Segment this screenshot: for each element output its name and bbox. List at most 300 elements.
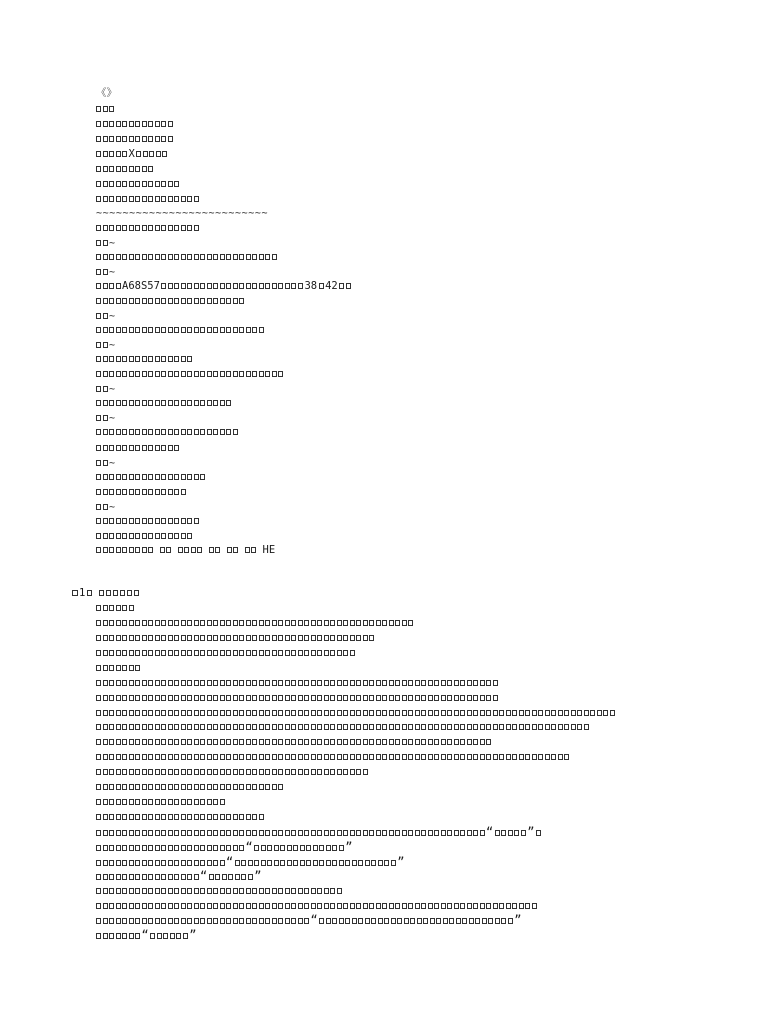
missing-glyph-box bbox=[519, 724, 524, 730]
missing-glyph-box bbox=[300, 845, 305, 851]
text-line bbox=[96, 631, 376, 645]
missing-glyph-box bbox=[506, 710, 511, 716]
missing-glyph-box bbox=[280, 845, 285, 851]
missing-glyph-box bbox=[298, 724, 303, 730]
missing-glyph-box bbox=[155, 903, 160, 909]
missing-glyph-box bbox=[382, 680, 387, 686]
missing-glyph-box bbox=[239, 814, 244, 820]
inline-text: “ bbox=[245, 840, 253, 854]
missing-glyph-box bbox=[181, 474, 186, 480]
missing-glyph-box bbox=[200, 680, 205, 686]
missing-glyph-box bbox=[499, 754, 504, 760]
missing-glyph-box bbox=[187, 754, 192, 760]
missing-glyph-box bbox=[246, 739, 251, 745]
missing-glyph-box bbox=[454, 739, 459, 745]
missing-glyph-box bbox=[129, 547, 134, 553]
missing-glyph-box bbox=[148, 724, 153, 730]
missing-glyph-box bbox=[187, 739, 192, 745]
missing-glyph-box bbox=[311, 830, 316, 836]
missing-glyph-box bbox=[337, 695, 342, 701]
missing-glyph-box bbox=[473, 724, 478, 730]
missing-glyph-box bbox=[356, 754, 361, 760]
missing-glyph-box bbox=[200, 845, 205, 851]
missing-glyph-box bbox=[233, 754, 238, 760]
missing-glyph-box bbox=[272, 650, 277, 656]
missing-glyph-box bbox=[395, 739, 400, 745]
missing-glyph-box bbox=[135, 327, 140, 333]
missing-glyph-box bbox=[142, 533, 147, 539]
missing-glyph-box bbox=[109, 225, 114, 231]
missing-glyph-box bbox=[142, 518, 147, 524]
missing-glyph-box bbox=[324, 830, 329, 836]
missing-glyph-box bbox=[220, 739, 225, 745]
missing-glyph-box bbox=[447, 695, 452, 701]
text-line bbox=[96, 825, 542, 839]
missing-glyph-box bbox=[168, 445, 173, 451]
missing-glyph-box bbox=[194, 400, 199, 406]
text-line bbox=[96, 294, 246, 308]
missing-glyph-box bbox=[324, 724, 329, 730]
missing-glyph-box bbox=[174, 327, 179, 333]
missing-glyph-box bbox=[135, 933, 140, 939]
missing-glyph-box bbox=[551, 724, 556, 730]
missing-glyph-box bbox=[103, 620, 108, 626]
missing-glyph-box bbox=[226, 620, 231, 626]
missing-glyph-box bbox=[252, 327, 257, 333]
missing-glyph-box bbox=[194, 769, 199, 775]
missing-glyph-box bbox=[200, 769, 205, 775]
missing-glyph-box bbox=[129, 860, 134, 866]
missing-glyph-box bbox=[389, 695, 394, 701]
missing-glyph-box bbox=[96, 650, 101, 656]
missing-glyph-box bbox=[168, 429, 173, 435]
missing-glyph-box bbox=[116, 860, 121, 866]
missing-glyph-box bbox=[220, 283, 225, 289]
missing-glyph-box bbox=[96, 724, 101, 730]
missing-glyph-box bbox=[142, 196, 147, 202]
missing-glyph-box bbox=[129, 605, 134, 611]
missing-glyph-box bbox=[194, 739, 199, 745]
missing-glyph-box bbox=[200, 327, 205, 333]
missing-glyph-box bbox=[441, 754, 446, 760]
missing-glyph-box bbox=[122, 225, 127, 231]
text-line bbox=[96, 250, 278, 264]
missing-glyph-box bbox=[181, 371, 186, 377]
missing-glyph-box bbox=[135, 547, 140, 553]
missing-glyph-box bbox=[350, 680, 355, 686]
missing-glyph-box bbox=[161, 356, 166, 362]
missing-glyph-box bbox=[135, 181, 140, 187]
missing-glyph-box bbox=[227, 547, 232, 553]
missing-glyph-box bbox=[174, 874, 179, 880]
missing-glyph-box bbox=[129, 181, 134, 187]
missing-glyph-box bbox=[155, 769, 160, 775]
missing-glyph-box bbox=[103, 371, 108, 377]
missing-glyph-box bbox=[155, 860, 160, 866]
missing-glyph-box bbox=[129, 769, 134, 775]
missing-glyph-box bbox=[415, 695, 420, 701]
missing-glyph-box bbox=[213, 724, 218, 730]
missing-glyph-box bbox=[454, 695, 459, 701]
missing-glyph-box bbox=[99, 590, 105, 597]
missing-glyph-box bbox=[129, 933, 134, 939]
missing-glyph-box bbox=[252, 635, 257, 641]
missing-glyph-box bbox=[382, 830, 387, 836]
missing-glyph-box bbox=[317, 769, 322, 775]
missing-glyph-box bbox=[181, 903, 186, 909]
text-line bbox=[96, 279, 352, 293]
missing-glyph-box bbox=[564, 754, 569, 760]
missing-glyph-box bbox=[161, 196, 166, 202]
missing-glyph-box bbox=[168, 635, 173, 641]
missing-glyph-box bbox=[272, 724, 277, 730]
missing-glyph-box bbox=[122, 650, 127, 656]
missing-glyph-box bbox=[135, 136, 140, 142]
missing-glyph-box bbox=[174, 814, 179, 820]
missing-glyph-box bbox=[155, 474, 160, 480]
missing-glyph-box bbox=[265, 680, 270, 686]
missing-glyph-box bbox=[501, 830, 506, 836]
missing-glyph-box bbox=[473, 903, 478, 909]
missing-glyph-box bbox=[265, 695, 270, 701]
missing-glyph-box bbox=[278, 371, 283, 377]
missing-glyph-box bbox=[326, 918, 331, 924]
missing-glyph-box bbox=[200, 400, 205, 406]
missing-glyph-box bbox=[330, 724, 335, 730]
missing-glyph-box bbox=[220, 371, 225, 377]
missing-glyph-box bbox=[252, 739, 257, 745]
inline-text: “ bbox=[200, 869, 208, 883]
missing-glyph-box bbox=[324, 769, 329, 775]
missing-glyph-box bbox=[259, 254, 264, 260]
missing-glyph-box bbox=[161, 680, 166, 686]
missing-glyph-box bbox=[291, 710, 296, 716]
missing-glyph-box bbox=[122, 181, 127, 187]
missing-glyph-box bbox=[96, 799, 101, 805]
missing-glyph-box bbox=[584, 710, 589, 716]
missing-glyph-box bbox=[181, 327, 186, 333]
missing-glyph-box bbox=[200, 739, 205, 745]
missing-glyph-box bbox=[389, 754, 394, 760]
missing-glyph-box bbox=[369, 830, 374, 836]
missing-glyph-box bbox=[129, 650, 134, 656]
missing-glyph-box bbox=[356, 830, 361, 836]
missing-glyph-box bbox=[187, 860, 192, 866]
tilde-mark: ~ bbox=[109, 267, 116, 278]
missing-glyph-box bbox=[274, 845, 279, 851]
missing-glyph-box bbox=[181, 739, 186, 745]
text-line bbox=[96, 514, 200, 528]
missing-glyph-box bbox=[311, 650, 316, 656]
missing-glyph-box bbox=[168, 136, 173, 142]
missing-glyph-box bbox=[142, 769, 147, 775]
missing-glyph-box bbox=[116, 724, 121, 730]
missing-glyph-box bbox=[259, 695, 264, 701]
missing-glyph-box bbox=[378, 860, 383, 866]
missing-glyph-box bbox=[337, 830, 342, 836]
text-line bbox=[96, 367, 285, 381]
missing-glyph-box bbox=[434, 739, 439, 745]
missing-glyph-box bbox=[350, 620, 355, 626]
missing-glyph-box bbox=[512, 710, 517, 716]
missing-glyph-box bbox=[197, 547, 202, 553]
missing-glyph-box bbox=[168, 830, 173, 836]
missing-glyph-box bbox=[311, 888, 316, 894]
missing-glyph-box bbox=[246, 724, 251, 730]
missing-glyph-box bbox=[486, 680, 491, 686]
missing-glyph-box bbox=[480, 739, 485, 745]
missing-glyph-box bbox=[480, 695, 485, 701]
missing-glyph-box bbox=[155, 918, 160, 924]
text-line bbox=[96, 676, 499, 690]
missing-glyph-box bbox=[330, 769, 335, 775]
missing-glyph-box bbox=[87, 590, 93, 597]
missing-glyph-box bbox=[480, 680, 485, 686]
missing-glyph-box bbox=[267, 860, 272, 866]
missing-glyph-box bbox=[493, 680, 498, 686]
missing-glyph-box bbox=[103, 489, 108, 495]
missing-glyph-box bbox=[265, 710, 270, 716]
missing-glyph-box bbox=[96, 356, 101, 362]
missing-glyph-box bbox=[168, 874, 173, 880]
missing-glyph-box bbox=[343, 724, 348, 730]
missing-glyph-box bbox=[181, 620, 186, 626]
missing-glyph-box bbox=[103, 710, 108, 716]
missing-glyph-box bbox=[395, 680, 400, 686]
missing-glyph-box bbox=[129, 830, 134, 836]
missing-glyph-box bbox=[174, 845, 179, 851]
missing-glyph-box bbox=[278, 754, 283, 760]
missing-glyph-box bbox=[246, 918, 251, 924]
missing-glyph-box bbox=[122, 136, 127, 142]
missing-glyph-box bbox=[213, 754, 218, 760]
missing-glyph-box bbox=[96, 695, 101, 701]
missing-glyph-box bbox=[213, 371, 218, 377]
missing-glyph-box bbox=[525, 724, 530, 730]
missing-glyph-box bbox=[363, 769, 368, 775]
missing-glyph-box bbox=[246, 254, 251, 260]
missing-glyph-box bbox=[421, 680, 426, 686]
tilde-mark: ~ bbox=[109, 502, 116, 513]
missing-glyph-box bbox=[96, 298, 101, 304]
missing-glyph-box bbox=[272, 754, 277, 760]
missing-glyph-box bbox=[239, 695, 244, 701]
missing-glyph-box bbox=[259, 784, 264, 790]
missing-glyph-box bbox=[343, 710, 348, 716]
missing-glyph-box bbox=[278, 724, 283, 730]
text-line bbox=[96, 840, 354, 854]
missing-glyph-box bbox=[259, 903, 264, 909]
missing-glyph-box bbox=[166, 547, 171, 553]
missing-glyph-box bbox=[109, 533, 114, 539]
missing-glyph-box bbox=[155, 533, 160, 539]
missing-glyph-box bbox=[96, 313, 101, 319]
missing-glyph-box bbox=[571, 724, 576, 730]
missing-glyph-box bbox=[116, 371, 121, 377]
text-line bbox=[96, 117, 174, 131]
missing-glyph-box bbox=[473, 680, 478, 686]
missing-glyph-box bbox=[330, 710, 335, 716]
missing-glyph-box bbox=[213, 814, 218, 820]
missing-glyph-box bbox=[239, 903, 244, 909]
missing-glyph-box bbox=[434, 754, 439, 760]
missing-glyph-box bbox=[259, 327, 264, 333]
missing-glyph-box bbox=[473, 695, 478, 701]
missing-glyph-box bbox=[324, 695, 329, 701]
missing-glyph-box bbox=[142, 918, 147, 924]
missing-glyph-box bbox=[402, 903, 407, 909]
text-line bbox=[96, 720, 590, 734]
missing-glyph-box bbox=[135, 695, 140, 701]
missing-glyph-box bbox=[148, 547, 153, 553]
missing-glyph-box bbox=[278, 830, 283, 836]
missing-glyph-box bbox=[194, 254, 199, 260]
missing-glyph-box bbox=[194, 680, 199, 686]
missing-glyph-box bbox=[467, 739, 472, 745]
missing-glyph-box bbox=[558, 724, 563, 730]
missing-glyph-box bbox=[200, 620, 205, 626]
missing-glyph-box bbox=[135, 680, 140, 686]
missing-glyph-box bbox=[148, 327, 153, 333]
missing-glyph-box bbox=[135, 754, 140, 760]
missing-glyph-box bbox=[252, 814, 257, 820]
missing-glyph-box bbox=[514, 830, 519, 836]
missing-glyph-box bbox=[311, 710, 316, 716]
missing-glyph-box bbox=[161, 620, 166, 626]
missing-glyph-box bbox=[116, 695, 121, 701]
missing-glyph-box bbox=[168, 400, 173, 406]
inline-text: “ bbox=[486, 825, 494, 839]
missing-glyph-box bbox=[207, 283, 212, 289]
missing-glyph-box bbox=[96, 254, 101, 260]
missing-glyph-box bbox=[456, 918, 461, 924]
tilde-rule: ~~~~~~~~~~~~~~~~~~~~~~~~~~ bbox=[96, 208, 269, 219]
missing-glyph-box bbox=[220, 429, 225, 435]
missing-glyph-box bbox=[194, 620, 199, 626]
missing-glyph-box bbox=[155, 225, 160, 231]
missing-glyph-box bbox=[161, 518, 166, 524]
missing-glyph-box bbox=[96, 429, 101, 435]
missing-glyph-box bbox=[136, 151, 141, 157]
missing-glyph-box bbox=[272, 784, 277, 790]
missing-glyph-box bbox=[122, 635, 127, 641]
missing-glyph-box bbox=[174, 903, 179, 909]
missing-glyph-box bbox=[181, 680, 186, 686]
missing-glyph-box bbox=[486, 710, 491, 716]
missing-glyph-box bbox=[168, 724, 173, 730]
missing-glyph-box bbox=[213, 680, 218, 686]
missing-glyph-box bbox=[129, 620, 134, 626]
missing-glyph-box bbox=[495, 918, 500, 924]
missing-glyph-box bbox=[265, 739, 270, 745]
inline-text: 1 bbox=[79, 587, 86, 599]
missing-glyph-box bbox=[239, 710, 244, 716]
inline-text: ” bbox=[189, 928, 197, 942]
missing-glyph-box bbox=[103, 269, 108, 275]
missing-glyph-box bbox=[96, 269, 101, 275]
missing-glyph-box bbox=[395, 695, 400, 701]
missing-glyph-box bbox=[103, 799, 108, 805]
missing-glyph-box bbox=[122, 739, 127, 745]
missing-glyph-box bbox=[207, 918, 212, 924]
missing-glyph-box bbox=[226, 903, 231, 909]
missing-glyph-box bbox=[155, 784, 160, 790]
missing-glyph-box bbox=[272, 680, 277, 686]
missing-glyph-box bbox=[512, 754, 517, 760]
missing-glyph-box bbox=[103, 874, 108, 880]
missing-glyph-box bbox=[174, 283, 179, 289]
missing-glyph-box bbox=[291, 650, 296, 656]
missing-glyph-box bbox=[155, 121, 160, 127]
missing-glyph-box bbox=[441, 710, 446, 716]
missing-glyph-box bbox=[246, 635, 251, 641]
missing-glyph-box bbox=[96, 874, 101, 880]
missing-glyph-box bbox=[127, 590, 133, 597]
missing-glyph-box bbox=[142, 400, 147, 406]
missing-glyph-box bbox=[233, 888, 238, 894]
missing-glyph-box bbox=[278, 635, 283, 641]
missing-glyph-box bbox=[103, 650, 108, 656]
missing-glyph-box bbox=[148, 710, 153, 716]
missing-glyph-box bbox=[213, 283, 218, 289]
missing-glyph-box bbox=[200, 860, 205, 866]
missing-glyph-box bbox=[187, 371, 192, 377]
missing-glyph-box bbox=[168, 474, 173, 480]
missing-glyph-box bbox=[155, 489, 160, 495]
missing-glyph-box bbox=[343, 635, 348, 641]
missing-glyph-box bbox=[168, 860, 173, 866]
missing-glyph-box bbox=[103, 533, 108, 539]
missing-glyph-box bbox=[226, 918, 231, 924]
missing-glyph-box bbox=[109, 814, 114, 820]
missing-glyph-box bbox=[402, 680, 407, 686]
missing-glyph-box bbox=[395, 724, 400, 730]
missing-glyph-box bbox=[337, 710, 342, 716]
missing-glyph-box bbox=[129, 695, 134, 701]
missing-glyph-box bbox=[96, 371, 101, 377]
missing-glyph-box bbox=[337, 739, 342, 745]
missing-glyph-box bbox=[239, 283, 244, 289]
missing-glyph-box bbox=[187, 695, 192, 701]
missing-glyph-box bbox=[135, 918, 140, 924]
missing-glyph-box bbox=[324, 650, 329, 656]
missing-glyph-box bbox=[246, 371, 251, 377]
missing-glyph-box bbox=[129, 533, 134, 539]
missing-glyph-box bbox=[96, 240, 101, 246]
missing-glyph-box bbox=[155, 371, 160, 377]
missing-glyph-box bbox=[194, 635, 199, 641]
missing-glyph-box bbox=[200, 695, 205, 701]
missing-glyph-box bbox=[181, 724, 186, 730]
missing-glyph-box bbox=[428, 680, 433, 686]
missing-glyph-box bbox=[350, 724, 355, 730]
missing-glyph-box bbox=[226, 888, 231, 894]
missing-glyph-box bbox=[317, 620, 322, 626]
missing-glyph-box bbox=[148, 181, 153, 187]
missing-glyph-box bbox=[96, 106, 101, 112]
missing-glyph-box bbox=[103, 342, 108, 348]
inline-text: A68S57 bbox=[122, 280, 160, 292]
missing-glyph-box bbox=[447, 830, 452, 836]
missing-glyph-box bbox=[532, 754, 537, 760]
missing-glyph-box bbox=[96, 136, 101, 142]
missing-glyph-box bbox=[265, 784, 270, 790]
missing-glyph-box bbox=[113, 590, 119, 597]
missing-glyph-box bbox=[174, 533, 179, 539]
text-line bbox=[96, 750, 571, 764]
missing-glyph-box bbox=[96, 754, 101, 760]
missing-glyph-box bbox=[174, 489, 179, 495]
